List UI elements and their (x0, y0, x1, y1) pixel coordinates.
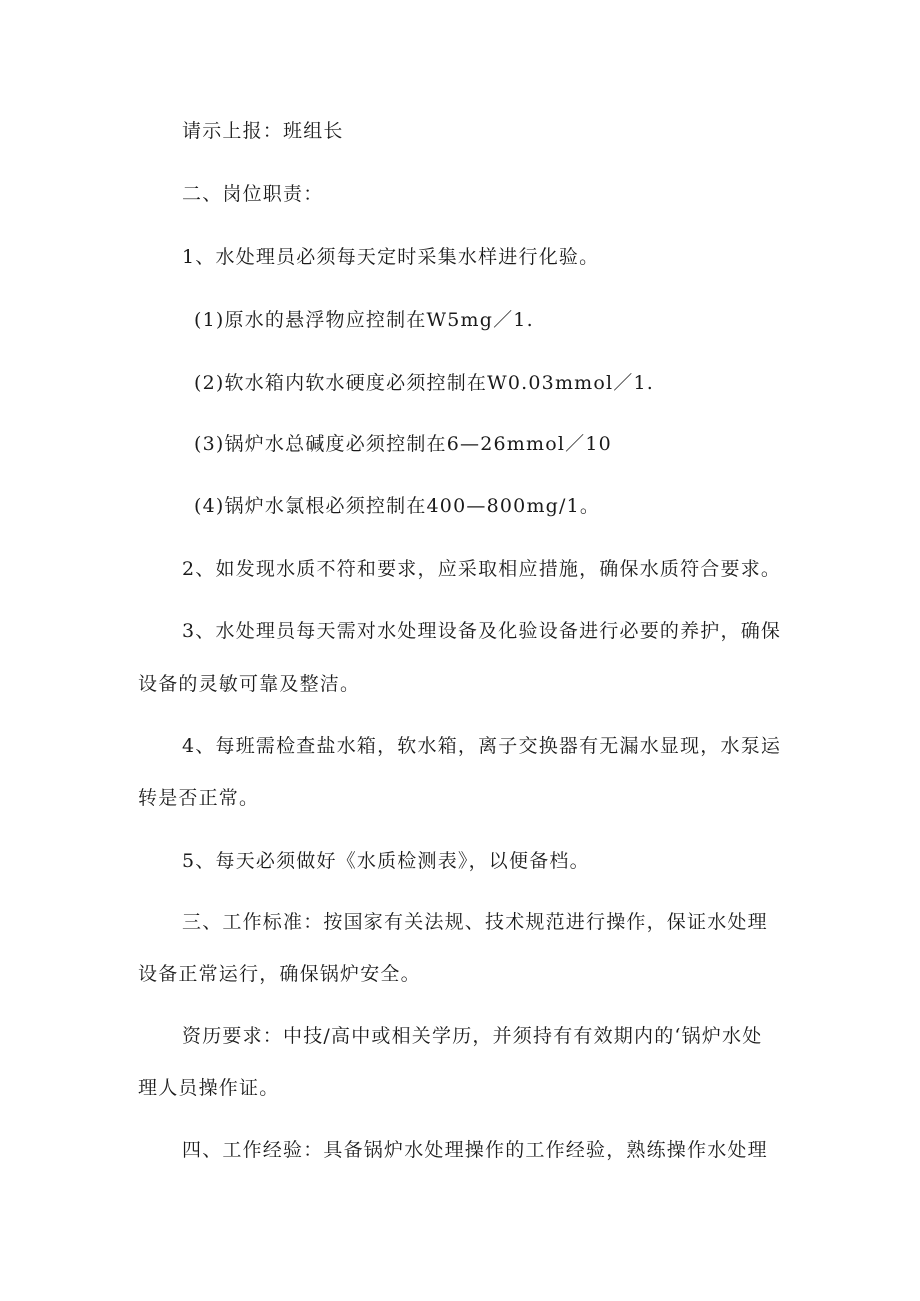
qualification-requirement-continued: 理人员操作证。 (138, 1077, 280, 1099)
qualification-requirement: 资历要求：中技/高中或相关学历，并须持有有效期内的‘锅炉水处 (182, 1025, 763, 1047)
section-heading-duties: 二、岗位职责： (182, 183, 324, 205)
section-work-experience: 四、工作经验：具备锅炉水处理操作的工作经验，熟练操作水处理 (182, 1139, 768, 1161)
duty-subitem-4: (4)锅炉水氯根必须控制在400—800mg/1。 (194, 495, 601, 517)
duty-item-5: 5、每天必须做好《水质检测表》，以便备档。 (182, 850, 590, 872)
duty-subitem-3: (3)锅炉水总碱度必须控制在6—26mmol／10 (194, 433, 612, 455)
duty-item-4-continued: 转是否正常。 (138, 787, 260, 809)
section-work-standard-continued: 设备正常运行，确保锅炉安全。 (138, 963, 421, 985)
duty-subitem-1: (1)原水的悬浮物应控制在W5mg／1. (194, 309, 534, 331)
report-to-line: 请示上报：班组长 (182, 120, 344, 142)
duty-item-4: 4、每班需检查盐水箱，软水箱，离子交换器有无漏水显现，水泵运 (182, 735, 782, 757)
duty-item-3-continued: 设备的灵敏可靠及整洁。 (138, 673, 361, 695)
duty-item-2: 2、如发现水质不符和要求，应采取相应措施，确保水质符合要求。 (182, 558, 782, 580)
duty-subitem-2: (2)软水箱内软水硬度必须控制在W0.03mmol／1. (194, 372, 655, 394)
duty-item-1: 1、水处理员必须每天定时采集水样进行化验。 (182, 246, 600, 268)
section-work-standard: 三、工作标准：按国家有关法规、技术规范进行操作，保证水处理 (182, 911, 768, 933)
duty-item-3: 3、水处理员每天需对水处理设备及化验设备进行必要的养护，确保 (182, 620, 782, 642)
